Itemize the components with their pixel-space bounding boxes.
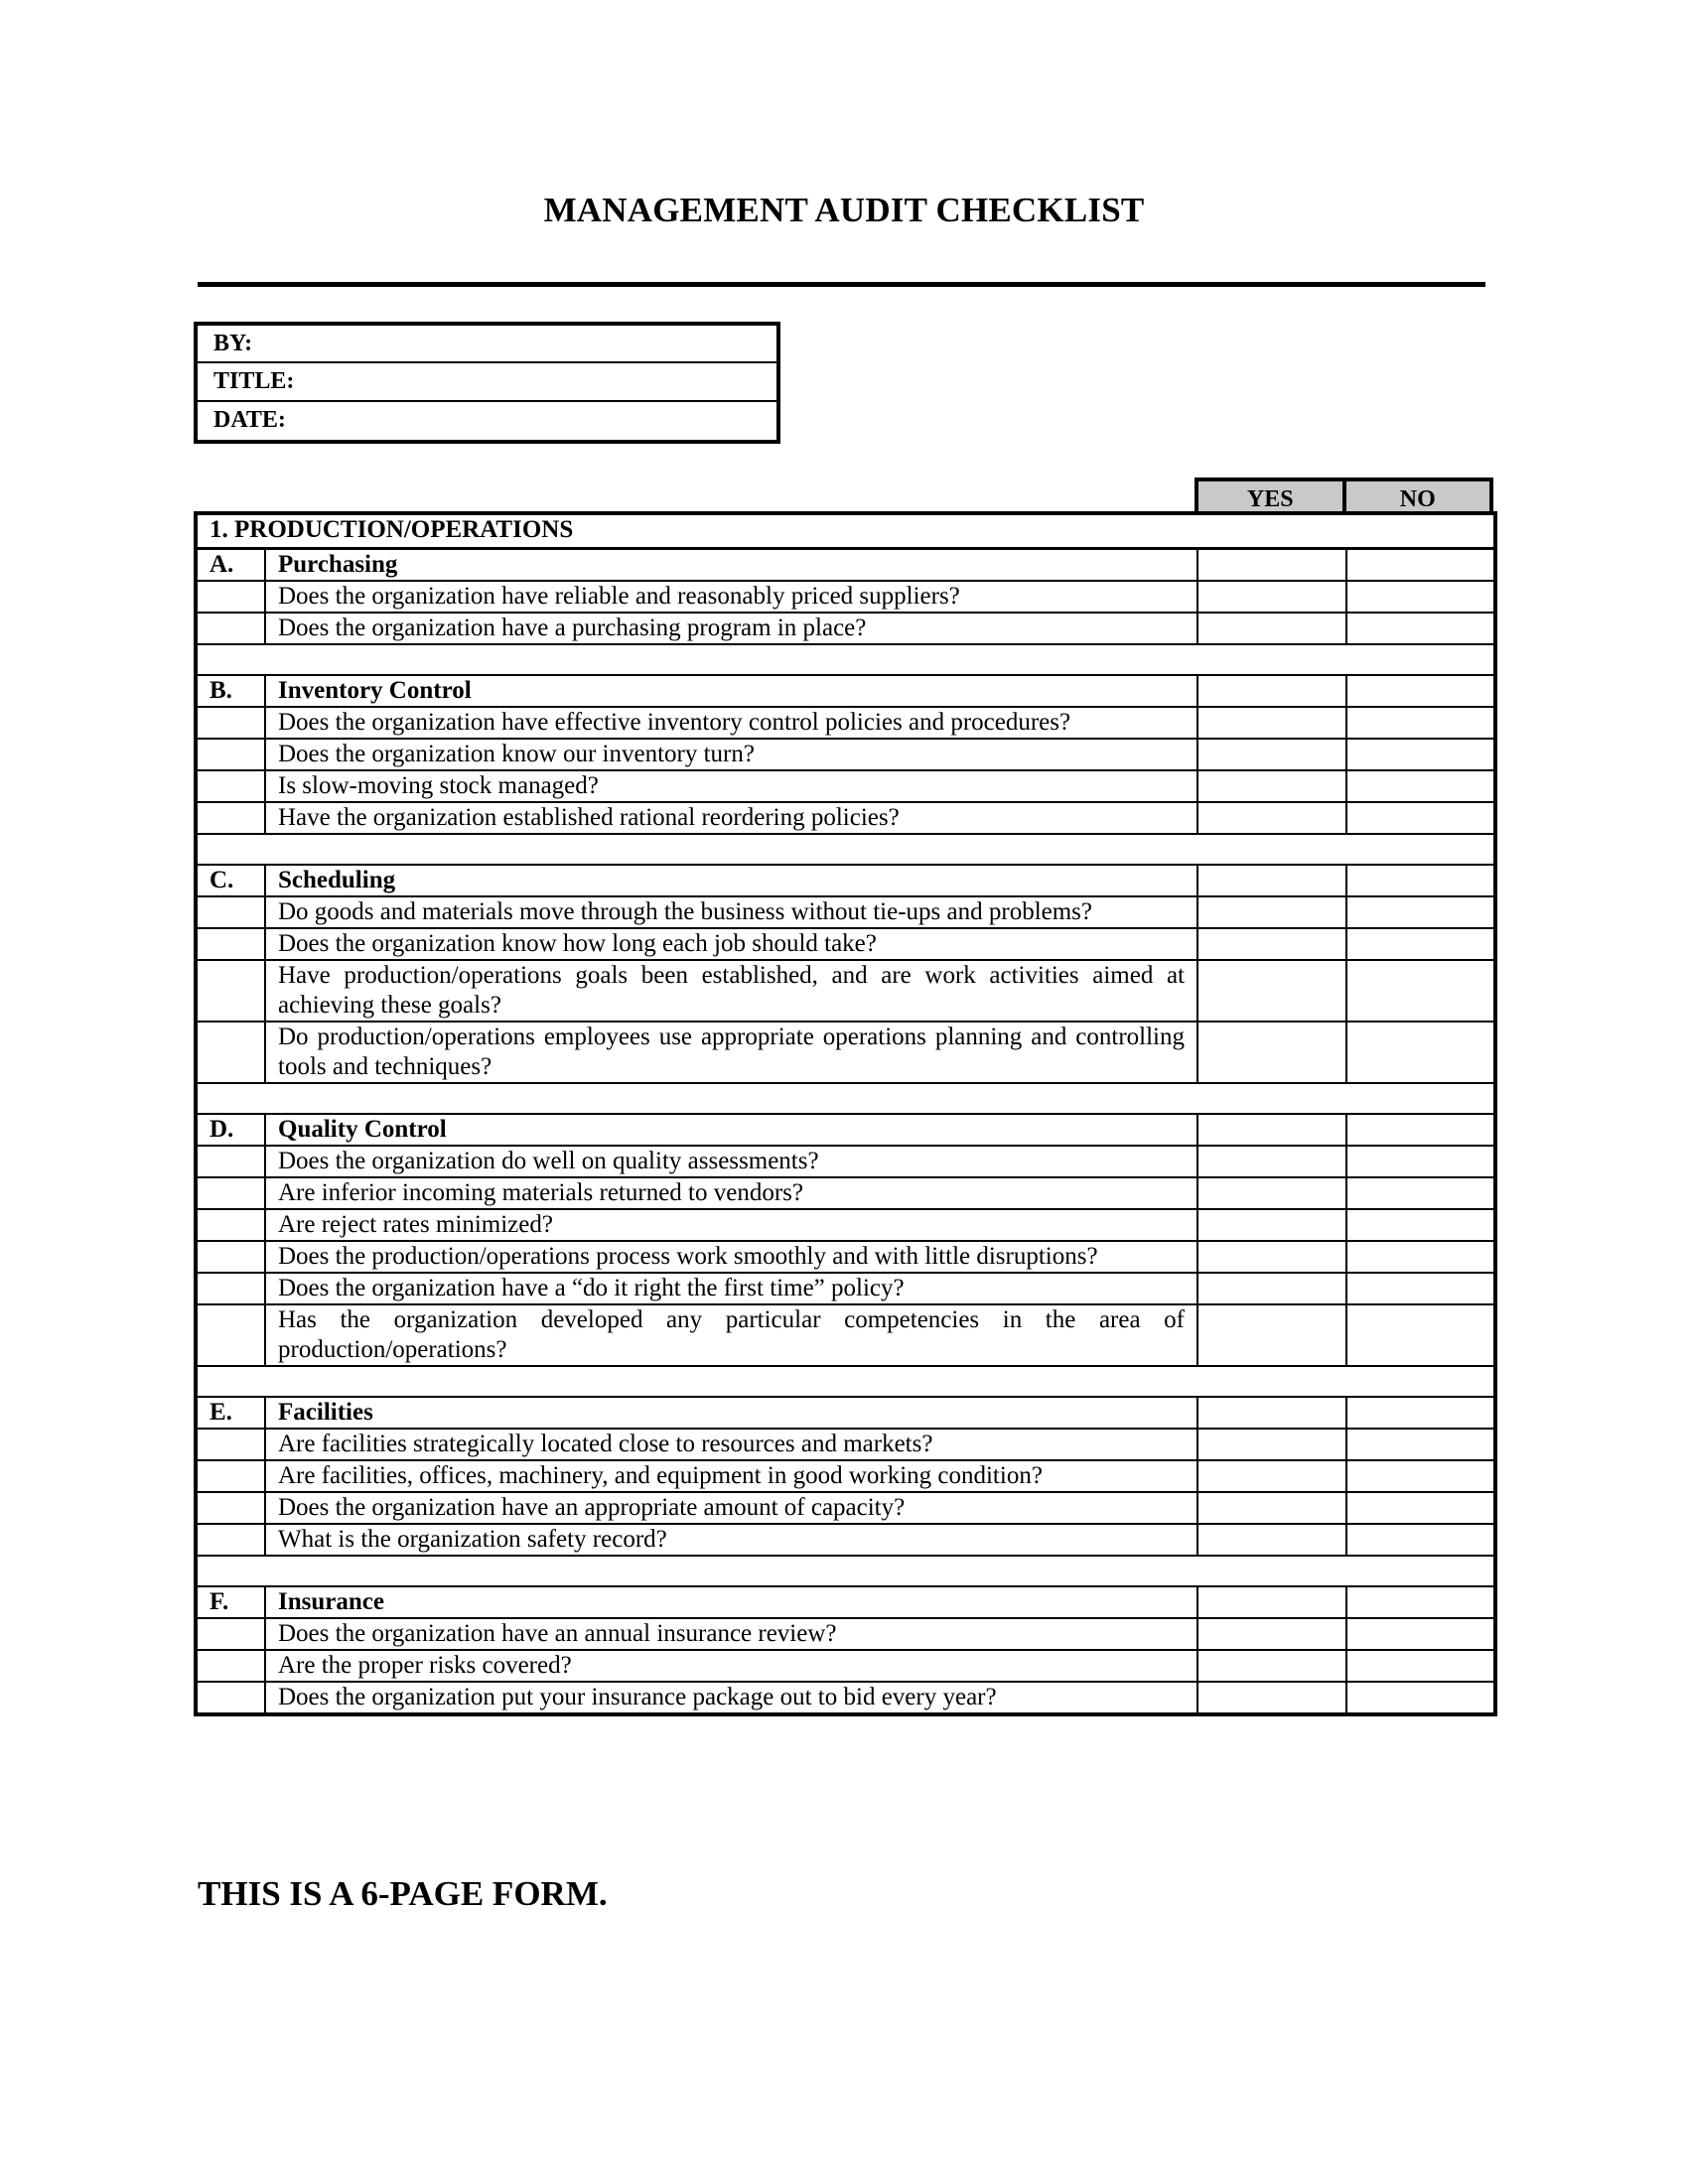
yes-cell[interactable] <box>1197 865 1346 896</box>
row-number-cell <box>196 770 265 802</box>
subsection-header-row <box>196 1114 1495 1146</box>
row-number-cell <box>196 928 265 960</box>
no-checkbox-cell[interactable] <box>1346 1650 1495 1682</box>
checklist-table <box>194 511 1497 1716</box>
question-row <box>196 1618 1495 1650</box>
no-checkbox-cell[interactable] <box>1346 707 1495 739</box>
spacer-cell <box>196 1083 1495 1114</box>
question-row <box>196 960 1495 1022</box>
subsection-letter: E. <box>196 1397 265 1429</box>
question-row <box>196 896 1495 928</box>
yes-checkbox-cell[interactable] <box>1197 1209 1346 1241</box>
row-number-cell <box>196 802 265 834</box>
subsection-letter: D. <box>196 1114 265 1146</box>
question-text: Have the organization established rational reordering policies? <box>265 802 1197 834</box>
yes-checkbox-cell[interactable] <box>1197 896 1346 928</box>
question-row <box>196 1524 1495 1556</box>
subsection-header-row <box>196 1586 1495 1618</box>
row-number-cell <box>196 1146 265 1177</box>
no-checkbox-cell[interactable] <box>1346 1460 1495 1492</box>
question-text: Does the organization know our inventory turn? <box>265 739 1197 770</box>
question-row <box>196 707 1495 739</box>
question-text: Do goods and materials move through the business without tie-ups and problems? <box>265 896 1197 928</box>
question-text: Are facilities strategically located close to resources and markets? <box>265 1429 1197 1460</box>
subsection-letter: B. <box>196 675 265 707</box>
question-text: What is the organization safety record? <box>265 1524 1197 1556</box>
question-row <box>196 928 1495 960</box>
no-checkbox-cell[interactable] <box>1346 1682 1495 1714</box>
row-number-cell <box>196 960 265 1022</box>
no-checkbox-cell[interactable] <box>1346 896 1495 928</box>
by-field[interactable]: BY: <box>198 326 776 363</box>
yes-checkbox-cell[interactable] <box>1197 928 1346 960</box>
no-checkbox-cell[interactable] <box>1346 1209 1495 1241</box>
no-checkbox-cell[interactable] <box>1346 802 1495 834</box>
row-number-cell <box>196 1650 265 1682</box>
row-number-cell <box>196 1304 265 1366</box>
no-cell[interactable] <box>1346 1114 1495 1146</box>
no-checkbox-cell[interactable] <box>1346 770 1495 802</box>
no-column-header: NO <box>1399 486 1436 512</box>
yes-checkbox-cell[interactable] <box>1197 1241 1346 1273</box>
no-cell[interactable] <box>1346 549 1495 582</box>
spacer-cell <box>196 834 1495 865</box>
spacer-cell <box>196 1366 1495 1397</box>
question-text: Does the organization have an annual insurance review? <box>265 1618 1197 1650</box>
no-checkbox-cell[interactable] <box>1346 1429 1495 1460</box>
question-row <box>196 1209 1495 1241</box>
yes-checkbox-cell[interactable] <box>1197 707 1346 739</box>
question-text: Is slow-moving stock managed? <box>265 770 1197 802</box>
yes-checkbox-cell[interactable] <box>1197 770 1346 802</box>
question-row <box>196 739 1495 770</box>
subsection-header-row <box>196 675 1495 707</box>
yes-checkbox-cell[interactable] <box>1197 1650 1346 1682</box>
yes-checkbox-cell[interactable] <box>1197 613 1346 644</box>
no-checkbox-cell[interactable] <box>1346 1241 1495 1273</box>
yes-checkbox-cell[interactable] <box>1197 739 1346 770</box>
spacer-cell <box>196 1556 1495 1586</box>
no-checkbox-cell[interactable] <box>1346 1304 1495 1366</box>
row-number-cell <box>196 1682 265 1714</box>
yes-checkbox-cell[interactable] <box>1197 1146 1346 1177</box>
yes-checkbox-cell[interactable] <box>1197 1177 1346 1209</box>
yes-checkbox-cell[interactable] <box>1197 1304 1346 1366</box>
spacer-row <box>196 1556 1495 1586</box>
question-row <box>196 1241 1495 1273</box>
yes-checkbox-cell[interactable] <box>1197 1273 1346 1304</box>
yes-checkbox-cell[interactable] <box>1197 1429 1346 1460</box>
yes-checkbox-cell[interactable] <box>1197 802 1346 834</box>
no-checkbox-cell[interactable] <box>1346 1022 1495 1083</box>
question-row <box>196 1177 1495 1209</box>
yes-checkbox-cell[interactable] <box>1197 1460 1346 1492</box>
question-text: Are reject rates minimized? <box>265 1209 1197 1241</box>
yes-column-header: YES <box>1198 481 1346 514</box>
no-checkbox-cell[interactable] <box>1346 1273 1495 1304</box>
question-text: Does the production/operations process work smoothly and with little disruptions? <box>265 1241 1197 1273</box>
yes-checkbox-cell[interactable] <box>1197 581 1346 613</box>
row-number-cell <box>196 1241 265 1273</box>
row-number-cell <box>196 1209 265 1241</box>
yes-cell[interactable] <box>1197 675 1346 707</box>
question-row <box>196 581 1495 613</box>
row-number-cell <box>196 1460 265 1492</box>
row-number-cell <box>196 739 265 770</box>
subsection-letter: F. <box>196 1586 265 1618</box>
subsection-heading: Scheduling <box>265 865 1197 896</box>
no-checkbox-cell[interactable] <box>1346 1146 1495 1177</box>
subsection-header-row <box>196 865 1495 896</box>
question-text: Does the organization have reliable and reasonably priced suppliers? <box>265 581 1197 613</box>
row-number-cell <box>196 707 265 739</box>
spacer-row <box>196 1083 1495 1114</box>
row-number-cell <box>196 1022 265 1083</box>
yes-no-header <box>1195 478 1493 514</box>
question-text: Does the organization have effective inventory control policies and procedures? <box>265 707 1197 739</box>
yes-cell[interactable] <box>1197 1114 1346 1146</box>
question-row <box>196 1682 1495 1714</box>
subsection-heading: Facilities <box>265 1397 1197 1429</box>
no-checkbox-cell[interactable] <box>1346 1177 1495 1209</box>
spacer-row <box>196 1366 1495 1397</box>
subsection-heading: Purchasing <box>265 549 1197 582</box>
yes-cell[interactable] <box>1197 1586 1346 1618</box>
yes-checkbox-cell[interactable] <box>1197 960 1346 1022</box>
subsection-letter: A. <box>196 549 265 582</box>
question-row <box>196 1022 1495 1083</box>
no-checkbox-cell[interactable] <box>1346 928 1495 960</box>
title-divider <box>198 282 1485 287</box>
question-text: Does the organization do well on quality assessments? <box>265 1146 1197 1177</box>
spacer-row <box>196 834 1495 865</box>
no-checkbox-cell[interactable] <box>1346 1524 1495 1556</box>
no-checkbox-cell[interactable] <box>1346 960 1495 1022</box>
question-row <box>196 1650 1495 1682</box>
question-text: Do production/operations employees use appropriate operations planning and controlling tools and techniques? <box>265 1022 1197 1083</box>
subsection-header-row <box>196 1397 1495 1429</box>
row-number-cell <box>196 1177 265 1209</box>
yes-checkbox-cell[interactable] <box>1197 1524 1346 1556</box>
subsection-letter: C. <box>196 865 265 896</box>
yes-cell[interactable] <box>1197 549 1346 582</box>
question-text: Have production/operations goals been established, and are work activities aimed at achieving these goals? <box>265 960 1197 1022</box>
question-row <box>196 1492 1495 1524</box>
question-text: Are inferior incoming materials returned to vendors? <box>265 1177 1197 1209</box>
spacer-cell <box>196 644 1495 675</box>
section-header-row <box>196 513 1495 549</box>
footer-note: THIS IS A 6-PAGE FORM. <box>198 1874 608 1913</box>
question-row <box>196 1304 1495 1366</box>
question-text: Does the organization have an appropriate amount of capacity? <box>265 1492 1197 1524</box>
subsection-header-row <box>196 549 1495 582</box>
subsection-heading: Inventory Control <box>265 675 1197 707</box>
no-cell[interactable] <box>1346 1397 1495 1429</box>
row-number-cell <box>196 1524 265 1556</box>
question-text: Does the organization put your insurance package out to bid every year? <box>265 1682 1197 1714</box>
no-checkbox-cell[interactable] <box>1346 739 1495 770</box>
question-row <box>196 802 1495 834</box>
question-row <box>196 1146 1495 1177</box>
no-checkbox-cell[interactable] <box>1346 581 1495 613</box>
no-cell[interactable] <box>1346 865 1495 896</box>
row-number-cell <box>196 1273 265 1304</box>
question-text: Are the proper risks covered? <box>265 1650 1197 1682</box>
yes-checkbox-cell[interactable] <box>1197 1618 1346 1650</box>
question-text: Has the organization developed any particular competencies in the area of production/operations? <box>265 1304 1197 1366</box>
subsection-heading: Quality Control <box>265 1114 1197 1146</box>
no-checkbox-cell[interactable] <box>1346 1492 1495 1524</box>
section-title: 1. PRODUCTION/OPERATIONS <box>196 513 1495 549</box>
no-checkbox-cell[interactable] <box>1346 1618 1495 1650</box>
subsection-heading: Insurance <box>265 1586 1197 1618</box>
question-text: Does the organization have a purchasing program in place? <box>265 613 1197 644</box>
question-row <box>196 613 1495 644</box>
row-number-cell <box>196 1618 265 1650</box>
date-field[interactable]: DATE: <box>213 406 286 433</box>
yes-checkbox-cell[interactable] <box>1197 1022 1346 1083</box>
page-title: MANAGEMENT AUDIT CHECKLIST <box>543 191 1145 229</box>
question-row <box>196 1273 1495 1304</box>
title-field[interactable]: TITLE: <box>198 363 776 401</box>
question-row <box>196 1429 1495 1460</box>
row-number-cell <box>196 581 265 613</box>
question-text: Does the organization have a “do it right the first time” policy? <box>265 1273 1197 1304</box>
row-number-cell <box>196 1429 265 1460</box>
yes-cell[interactable] <box>1197 1397 1346 1429</box>
no-cell[interactable] <box>1346 1586 1495 1618</box>
signature-info-box <box>194 322 780 444</box>
question-row <box>196 770 1495 802</box>
row-number-cell <box>196 896 265 928</box>
question-text: Does the organization know how long each job should take? <box>265 928 1197 960</box>
question-row <box>196 1460 1495 1492</box>
row-number-cell <box>196 613 265 644</box>
yes-checkbox-cell[interactable] <box>1197 1492 1346 1524</box>
row-number-cell <box>196 1492 265 1524</box>
yes-checkbox-cell[interactable] <box>1197 1682 1346 1714</box>
spacer-row <box>196 644 1495 675</box>
question-text: Are facilities, offices, machinery, and equipment in good working condition? <box>265 1460 1197 1492</box>
no-checkbox-cell[interactable] <box>1346 613 1495 644</box>
no-cell[interactable] <box>1346 675 1495 707</box>
